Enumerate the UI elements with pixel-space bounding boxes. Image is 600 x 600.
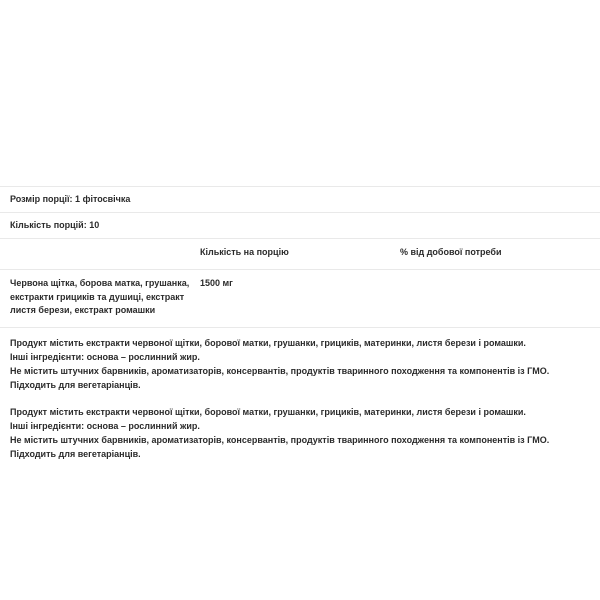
servings-per-container-label: Кількість порцій: 10 <box>10 220 100 231</box>
servings-per-container-row <box>0 213 600 239</box>
serving-size-row <box>0 187 600 213</box>
ingredient-amount: 1500 мг <box>199 278 233 289</box>
note-line: Підходить для вегетаріанців. <box>10 380 141 391</box>
ingredient-daily-value <box>400 270 600 327</box>
note-line: Інші інгредієнти: основа – рослинний жир. <box>10 351 200 362</box>
table-header-row <box>0 239 600 270</box>
note-line: Підходить для вегетаріанців. <box>10 449 141 460</box>
note-line: Інші інгредієнти: основа – рослинний жир. <box>10 420 200 431</box>
ingredient-name: Червона щітка, борова матка, грушанка, екстракти грициків та душиці, екстракт листя берези, екстракт ромашки <box>10 278 190 316</box>
note-line: Не містить штучних барвників, ароматизаторів, консервантів, продуктів тваринного походження та компонентів із ГМО. <box>10 434 550 445</box>
note-block <box>10 336 590 393</box>
serving-size-label: Розмір порції: 1 фітосвічка <box>10 194 131 204</box>
note-block <box>10 405 590 462</box>
note-line: Не містить штучних барвників, ароматизаторів, консервантів, продуктів тваринного походження та компонентів із ГМО. <box>10 366 550 377</box>
notes-section <box>0 328 600 462</box>
column-header-amount-per-serving: Кількість на порцію <box>199 247 289 258</box>
note-line: Продукт містить екстракти червоної щітки, борової матки, грушанки, грициків, материнки, листя берези і ромашки. <box>10 337 526 348</box>
note-line: Продукт містить екстракти червоної щітки, борової матки, грушанки, грициків, материнки, листя берези і ромашки. <box>10 406 526 417</box>
supplement-facts-table <box>0 186 600 327</box>
column-header-percent-daily-value: % від добової потреби <box>399 247 502 258</box>
table-row <box>0 270 600 327</box>
top-whitespace <box>0 0 600 186</box>
column-header-name <box>0 239 200 270</box>
